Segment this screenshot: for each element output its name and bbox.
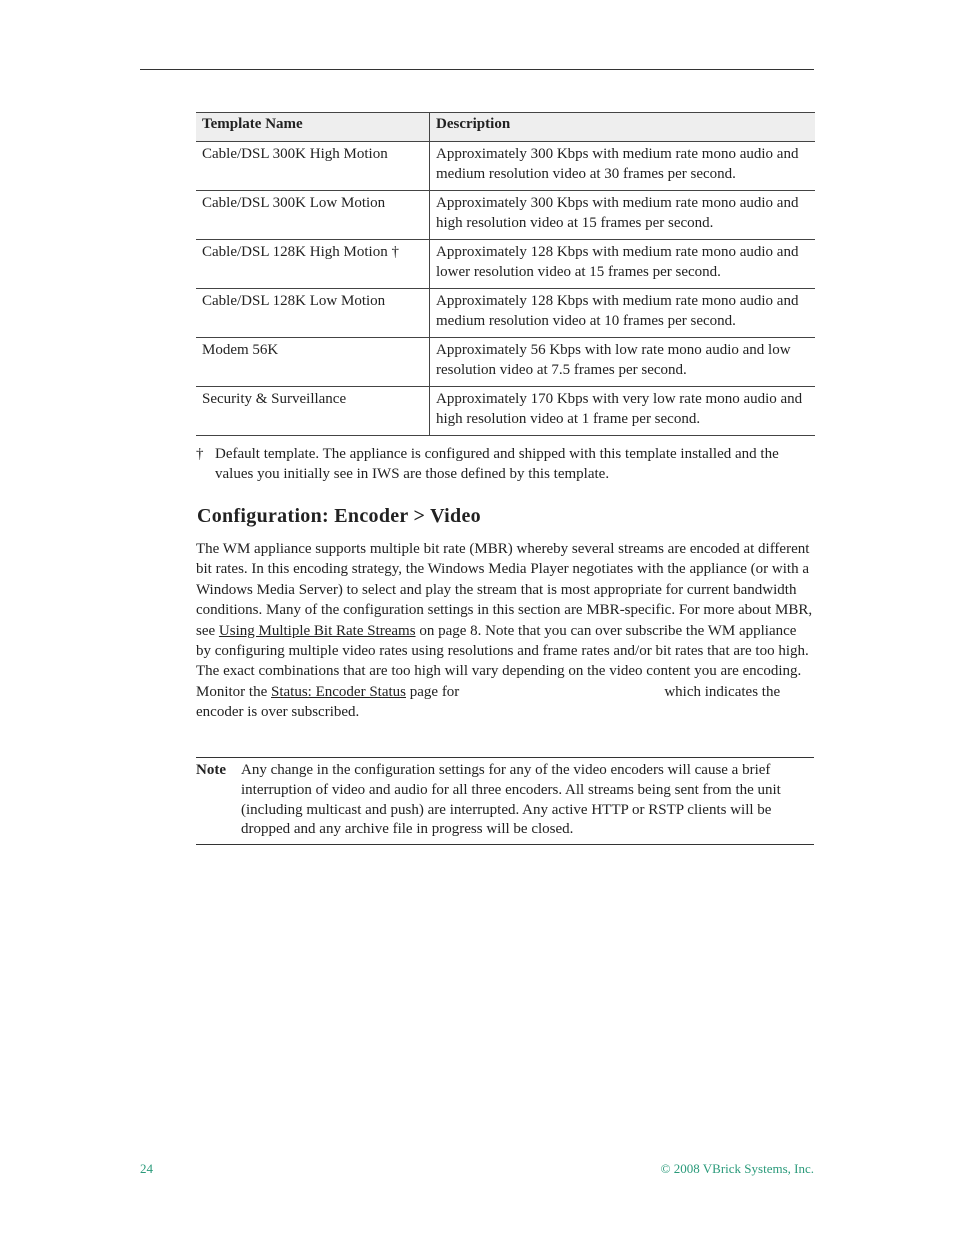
- template-description-cell: Approximately 128 Kbps with medium rate mono audio and lower resolution video at 15 frames per second.: [430, 240, 816, 289]
- template-description-cell: Approximately 56 Kbps with low rate mono audio and low resolution video at 7.5 frames per second.: [430, 338, 816, 387]
- column-header-description: Description: [430, 113, 816, 142]
- template-name-cell: Cable/DSL 300K High Motion: [196, 142, 430, 191]
- paragraph-text: The WM appliance supports multiple bit rate (MBR) whereby several streams are encoded at different bit rates. In this encoding strategy, the Windows Media Player negotiates with the appliance (or with a Windows Media Server) to select and play the stream that is most appropriate for current bandwidth conditions. Many of the configuration settings in this section are MBR-specific. For more about MBR, see: [196, 541, 813, 639]
- note-box: [196, 757, 814, 845]
- table-row: [196, 191, 815, 240]
- template-name-cell: Security & Surveillance: [196, 387, 430, 436]
- table-row: [196, 240, 815, 289]
- template-name-cell: Cable/DSL 300K Low Motion: [196, 191, 430, 240]
- table-row: [196, 289, 815, 338]
- template-description-cell: Approximately 300 Kbps with medium rate mono audio and medium resolution video at 30 frames per second.: [430, 142, 816, 191]
- header-rule: [140, 69, 814, 70]
- template-name-cell: Cable/DSL 128K Low Motion: [196, 289, 430, 338]
- section-heading: Configuration: Encoder > Video: [197, 505, 481, 527]
- paragraph-text: on page 8. Note that you can over subscribe the WM appliance by configuring multiple video rates using resolutions and frame rates and/or bit rates that are too high. The exact combinations that are too high will vary depending on the video content you are encoding. Monitor the: [196, 622, 809, 700]
- table-row: [196, 338, 815, 387]
- column-header-template-name: Template Name: [196, 113, 430, 142]
- templates-table: [196, 112, 815, 436]
- note-text: Any change in the configuration settings for any of the video encoders will cause a brief interruption of video and audio for all three encoders. All streams being sent from the unit (including multicast and push) are interrupted. Any active HTTP or RSTP clients will be dropped and any archive file in progress will be closed.: [241, 762, 781, 838]
- table-row: [196, 387, 815, 436]
- footnote-text: Default template. The appliance is configured and shipped with this template installed and the values you initially see in IWS are those defined by this template.: [215, 446, 779, 482]
- template-description-cell: Approximately 300 Kbps with medium rate mono audio and high resolution video at 15 frames per second.: [430, 191, 816, 240]
- template-description-cell: Approximately 128 Kbps with medium rate mono audio and medium resolution video at 10 frames per second.: [430, 289, 816, 338]
- encoder-status-link[interactable]: Status: Encoder Status: [271, 683, 406, 700]
- dagger-mark: †: [196, 446, 204, 462]
- paragraph-text: page for: [406, 683, 460, 700]
- mbr-streams-link[interactable]: Using Multiple Bit Rate Streams: [218, 622, 416, 639]
- note-label: Note: [196, 762, 226, 778]
- paragraph-text: which indicates the encoder is over subscribed.: [196, 683, 781, 721]
- copyright-notice: © 2008 VBrick Systems, Inc.: [660, 1161, 814, 1176]
- template-description-cell: Approximately 170 Kbps with very low rate mono audio and high resolution video at 1 frame per second.: [430, 387, 816, 436]
- section-body-paragraph: [196, 539, 814, 723]
- template-name-cell: Cable/DSL 128K High Motion †: [196, 240, 430, 289]
- table-row: [196, 142, 815, 191]
- table-header-row: [196, 113, 815, 142]
- page-number: 24: [140, 1161, 153, 1176]
- default-template-footnote: [196, 444, 816, 484]
- template-name-cell: Modem 56K: [196, 338, 430, 387]
